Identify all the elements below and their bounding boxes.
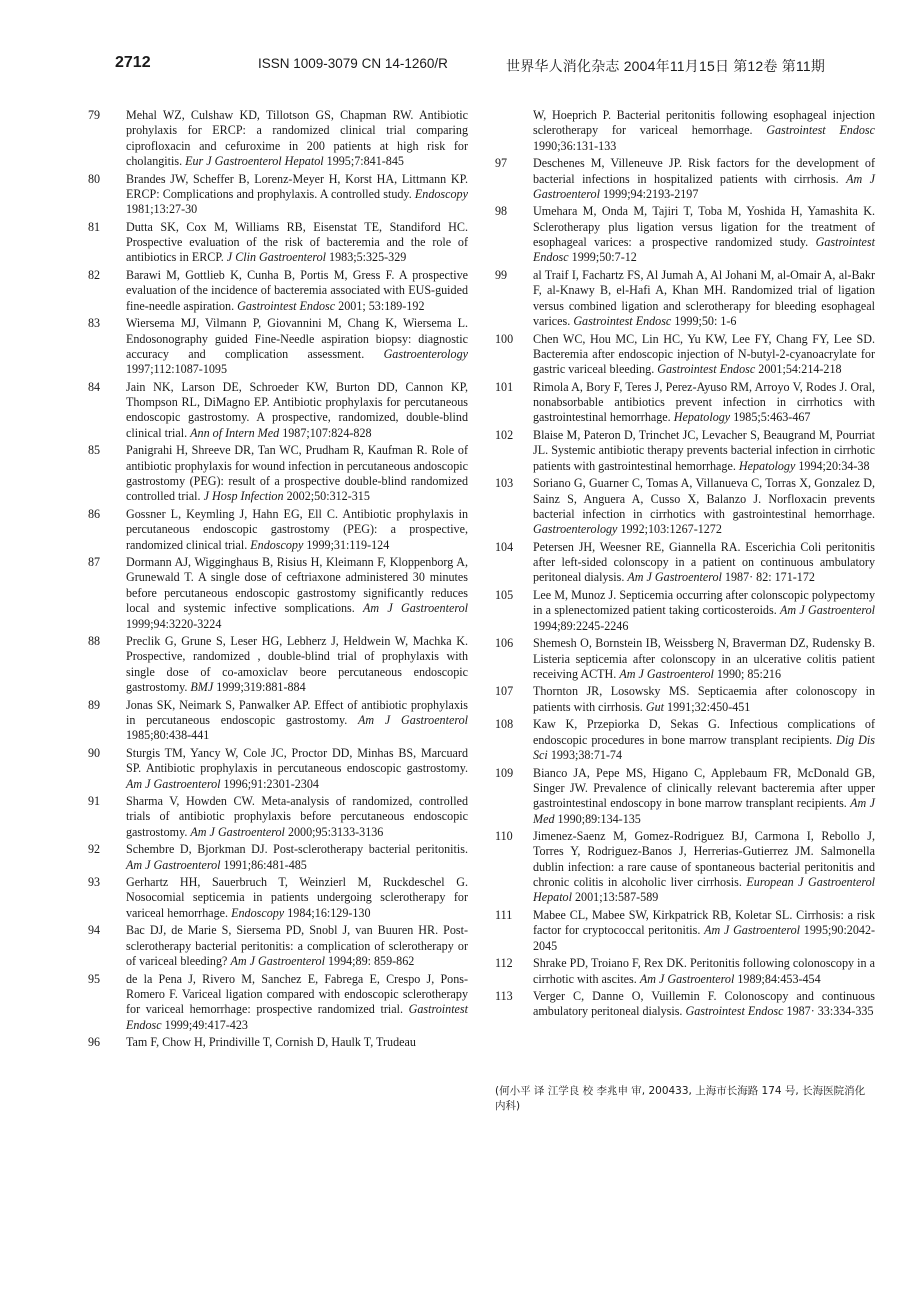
reference-body: Bianco JA, Pepe MS, Higano C, Applebaum FR, McDonald GB, Singer JW. Prevalence of clinically relevant bacteremia after upper gastrointestinal endoscopy in bone marrow transplant recipients.	[533, 765, 875, 811]
reference-body: Verger C, Danne O, Vuillemin F. Colonoscopy and continuous ambulatory peritoneal dialysis.	[533, 989, 875, 1019]
reference-journal: Am J Gastroenterol	[190, 824, 285, 839]
reference-citation: 1999;94:2193-2197	[603, 186, 699, 201]
reference-item	[88, 634, 468, 695]
reference-item	[88, 268, 468, 314]
reference-text	[126, 380, 468, 441]
page-number: 2712	[115, 54, 151, 71]
reference-journal: Am J Gastroenterol	[126, 776, 221, 791]
reference-journal: Gastrointest Endosc	[766, 123, 875, 138]
reference-number: 96	[88, 1035, 101, 1050]
reference-number: 79	[88, 108, 101, 122]
reference-citation: 2001;54:214-218	[758, 362, 842, 377]
reference-text	[533, 332, 875, 378]
reference-body: de la Pena J, Rivero M, Sanchez E, Fabrega E, Crespo J, Pons-Romero F. Variceal ligation compared with endoscopic sclerotherapy for variceal hemorrhage: prospective randomized trial.	[126, 971, 468, 1017]
reference-text	[126, 108, 468, 169]
reference-item	[495, 268, 875, 329]
reference-journal: Am J Gastroenterol	[533, 171, 875, 201]
reference-journal: Am J Med	[533, 796, 875, 826]
reference-body: Thornton JR, Losowsky MS. Septicaemia after colonoscopy in patients with cirrhosis.	[533, 684, 875, 714]
reference-citation: 1999;50:7-12	[571, 250, 637, 265]
reference-item	[495, 332, 875, 378]
reference-journal: Endoscopy	[414, 186, 468, 201]
reference-text	[533, 956, 875, 987]
reference-text	[126, 220, 468, 266]
reference-text	[126, 507, 468, 553]
reference-item	[495, 428, 875, 474]
reference-item	[88, 875, 468, 921]
reference-citation: 1985;80:438-441	[126, 728, 210, 743]
issn-label: ISSN 1009-3079 CN 14-1260/R	[258, 56, 448, 71]
reference-item	[495, 717, 875, 763]
references-right-column	[495, 108, 875, 1022]
reference-body: Wiersema MJ, Vilmann P, Giovannini M, Chang K, Wiersema L. Endosonography guided Fine-Needle aspiration biopsy: diagnostic accuracy and complication assessment.	[126, 316, 468, 361]
reference-body: Sharma V, Howden CW. Meta-analysis of randomized, controlled trials of antibiotic prophylaxis before percutaneous endoscopic gastrostomy.	[126, 794, 468, 839]
journal-title: 世界华人消化杂志 2004年11月15日 第12卷 第11期	[506, 58, 826, 74]
reference-citation: 1994;89: 859-862	[327, 954, 415, 969]
reference-text	[126, 316, 468, 377]
reference-number: 93	[88, 875, 101, 890]
reference-item	[88, 794, 468, 840]
reference-number: 83	[88, 316, 101, 331]
reference-item	[88, 220, 468, 266]
reference-item	[495, 636, 875, 682]
reference-body: Chen WC, Hou MC, Lin HC, Yu KW, Lee FY, Chang FY, Lee SD. Bacteremia after endoscopic injection of N-butyl-2-cyanoacrylate for gastric variceal bleeding.	[533, 331, 875, 377]
reference-citation: 1989;84:453-454	[737, 971, 821, 986]
reference-item	[88, 555, 468, 632]
reference-text	[533, 684, 875, 715]
reference-number: 81	[88, 219, 101, 234]
reference-body: Dormann AJ, Wigginghaus B, Risius H, Kleimann F, Kloppenborg A, Grunewald T. A single dose of ceftriaxone administered 30 minutes before percutaneous endoscopic gastrostomy significantly reduces local and systemic infective somplications.	[126, 555, 468, 616]
reference-item	[495, 684, 875, 715]
reference-text	[533, 636, 875, 682]
reference-citation: 1999;50: 1-6	[674, 314, 737, 329]
reference-citation: 1987· 33:334-335	[786, 1004, 874, 1019]
reference-text	[126, 842, 468, 873]
reference-journal: Hepatology	[673, 410, 731, 425]
reference-item	[495, 588, 875, 634]
reference-journal: Am J Gastroenterol	[126, 857, 221, 872]
reference-journal: Am J Gastroenterol	[627, 570, 722, 585]
reference-number: 99	[495, 268, 508, 282]
reference-journal: Am J Gastroenterol	[230, 954, 325, 969]
reference-citation: 2001;13:587-589	[575, 890, 659, 905]
reference-journal: Am J Gastroenterol	[639, 971, 735, 986]
reference-item	[88, 923, 468, 969]
reference-number: 88	[88, 634, 101, 649]
reference-citation: 2002;50:312-315	[286, 489, 370, 504]
reference-text	[126, 268, 468, 314]
reference-journal: Gastrointest Endosc	[237, 298, 336, 313]
reference-body: Petersen JH, Weesner RE, Giannella RA. Escerichia Coli peritonitis after left-sided colonscopy in a patient on continuous ambulatory peritoneal dialysis.	[533, 539, 875, 585]
reference-number: 97	[495, 156, 508, 171]
reference-journal: Am J Gastroenterol	[619, 666, 714, 681]
reference-journal: Gastrointest Endosc	[126, 1002, 468, 1032]
reference-item	[88, 172, 468, 218]
reference-text	[533, 476, 875, 537]
reference-text	[533, 268, 875, 329]
reference-text	[126, 698, 468, 744]
reference-journal: Gastroenterology	[533, 522, 618, 537]
reference-number: 104	[495, 539, 514, 554]
reference-item	[495, 476, 875, 537]
reference-journal: Gastrointest Endosc	[533, 235, 875, 265]
reference-item	[88, 507, 468, 553]
reference-body: Sturgis TM, Yancy W, Cole JC, Proctor DD, Minhas BS, Marcuard SP. Antibiotic prophylaxis in percutaneous endoscopic gastrostomy.	[126, 745, 468, 776]
reference-number: 103	[495, 476, 514, 491]
reference-number: 89	[88, 697, 101, 712]
reference-body: Soriano G, Guarner C, Tomas A, Villanueva C, Torras X, Gonzalez D, Sainz S, Anguera A, Cusso X, Balanzo J. Norfloxacin prevents bacterial infection in cirrhotics with gastrointestinal hemorrhage.	[533, 476, 875, 521]
reference-citation: 1990;89:134-135	[557, 811, 641, 826]
reference-item	[495, 829, 875, 906]
reference-item	[495, 156, 875, 202]
reference-citation: 1995;7:841-845	[326, 154, 404, 169]
reference-journal: Gut	[645, 699, 665, 714]
reference-journal: Ann of Intern Med	[190, 425, 280, 440]
reference-text	[533, 908, 875, 954]
reference-number: 106	[495, 636, 514, 651]
reference-citation: 1984;16:129-130	[287, 905, 371, 920]
reference-number: 91	[88, 794, 101, 809]
reference-text	[126, 1035, 468, 1050]
reference-item	[88, 972, 468, 1033]
reference-text	[126, 634, 468, 695]
reference-item	[495, 956, 875, 987]
reference-text	[533, 428, 875, 474]
reference-number: 109	[495, 765, 514, 780]
reference-journal: Am J Gastroenterol	[358, 712, 468, 727]
reference-citation: 1994;20:34-38	[798, 458, 870, 473]
reference-citation: 1997;112:1087-1095	[126, 362, 228, 377]
reference-number: 105	[495, 588, 514, 602]
reference-item	[495, 766, 875, 827]
reference-item	[495, 108, 875, 154]
reference-item	[88, 842, 468, 873]
reference-item	[88, 1035, 468, 1050]
reference-body: Rimola A, Bory F, Teres J, Perez-Ayuso RM, Arroyo V, Rodes J. Oral, nonabsorbable antibiotics prevent infection in cirrhotics with gastrointestinal hemorrhage.	[533, 379, 875, 425]
reference-text	[126, 972, 468, 1033]
reference-number: 86	[88, 506, 101, 521]
reference-number: 92	[88, 842, 101, 857]
reference-citation: 1995;90:2042-2045	[533, 923, 876, 953]
reference-number: 112	[495, 956, 513, 971]
reference-item	[495, 204, 875, 265]
reference-body: Brandes JW, Scheffer B, Lorenz-Meyer H, Korst HA, Littmann KP. ERCP: Complications and prophylaxis. A controlled study.	[126, 171, 468, 201]
reference-item	[88, 443, 468, 504]
reference-body: Jonas SK, Neimark S, Panwalker AP. Effect of antibiotic prophylaxis in percutaneous endoscopic gastrostomy.	[126, 697, 468, 727]
reference-citation: 1991;32:450-451	[667, 699, 751, 714]
reference-journal: Am J Gastroenterol	[363, 601, 468, 616]
reference-text	[533, 540, 875, 586]
reference-journal: Gastrointest Endosc	[657, 362, 756, 377]
reference-text	[495, 108, 875, 154]
reference-number: 85	[88, 443, 101, 458]
reference-journal: Gastrointest Endosc	[573, 314, 672, 329]
reference-text	[533, 204, 875, 265]
reference-citation: 1999;31:119-124	[306, 537, 390, 552]
reference-citation: 1987;107:824-828	[282, 425, 372, 440]
reference-citation: 1992;103:1267-1272	[620, 522, 722, 537]
reference-body: Gossner L, Keymling J, Hahn EG, Ell C. Antibiotic prophylaxis in percutaneous endoscopic gastrostomy (PEG): a prospective, randomized clinical trial.	[126, 506, 468, 552]
reference-citation: 1996;91:2301-2304	[223, 776, 319, 791]
reference-journal: Eur J Gastroenterol Hepatol	[185, 154, 324, 169]
reference-body: W, Hoeprich P. Bacterial peritonitis following esophageal injection sclerotherapy for variceal hemorrhage.	[533, 108, 875, 138]
reference-body: Tam F, Chow H, Prindiville T, Cornish D, Haulk T, Trudeau	[126, 1035, 416, 1050]
reference-number: 101	[495, 379, 514, 394]
reference-journal: Gastroenterology	[383, 346, 468, 361]
reference-body: Schembre D, Bjorkman DJ. Post-sclerotherapy bacterial peritonitis.	[126, 842, 468, 857]
translator-footnote: (何小平 译 江学良 校 李兆申 审, 200433, 上海市长海路 174 号, 长海医院消化内科)	[495, 1085, 866, 1112]
reference-body: Gerhartz HH, Sauerbruch T, Weinzierl M, Ruckdeschel G. Nosocomial septicemia in patients undergoing sclerotherapy for variceal hemorrhage.	[126, 875, 468, 920]
reference-body: Lee M, Munoz J. Septicemia occurring after colonscopic polypectomy in a splenectomized patient taking corticosteroids.	[533, 588, 875, 618]
reference-body: Jimenez-Saenz M, Gomez-Rodriguez BJ, Carmona I, Rebollo J, Torres Y, Rodriguez-Banos J, Herrerias-Gutierrez JM. Salmonella dublin infection: a rare cause of spontaneous bacterial peritonitis and chronic colitis in alcoholic liver cirrhosis.	[533, 829, 875, 890]
reference-citation: 1999;319:881-884	[216, 680, 306, 695]
reference-text	[126, 923, 468, 969]
reference-number: 84	[88, 379, 101, 394]
reference-number: 80	[88, 171, 101, 186]
reference-number: 100	[495, 331, 514, 346]
reference-text	[126, 172, 468, 218]
reference-text	[126, 794, 468, 840]
reference-body: Shemesh O, Bornstein IB, Weissberg N, Braverman DZ, Rudensky B. Listeria septicemia after colonscopy in an ulcerative colitis patient receiving ACTH.	[533, 636, 875, 681]
reference-body: Blaise M, Pateron D, Trinchet JC, Levacher S, Beaugrand M, Pourriat JL. Systemic antibiotic therapy prevents bacterial infection in cirrhotic patients with gastrointestinal hemorrhage.	[533, 428, 875, 473]
reference-body: Deschenes M, Villeneuve JP. Risk factors for the development of bacterial infections in hospitalized patients with cirrhosis.	[533, 156, 875, 186]
reference-citation: 1983;5:325-329	[329, 250, 407, 265]
reference-item	[495, 380, 875, 426]
reference-item	[88, 380, 468, 441]
reference-item	[495, 989, 875, 1020]
reference-text	[533, 156, 875, 202]
reference-journal: Dig Dis Sci	[533, 732, 875, 762]
reference-citation: 1999;94:3220-3224	[126, 616, 222, 631]
reference-citation: 1990;36:131-133	[533, 138, 617, 153]
reference-journal: J Clin Gastroenterol	[226, 250, 327, 265]
reference-journal: Hepatology	[738, 458, 796, 473]
reference-citation: 1990; 85:216	[716, 666, 782, 681]
reference-item	[495, 908, 875, 954]
reference-item	[495, 540, 875, 586]
reference-body: Jain NK, Larson DE, Schroeder KW, Burton DD, Cannon KP, Thompson RL, DiMagno EP. Antibiotic prophylaxis for percutaneous endoscopic gastrostomy. A prospective, randomized, double-blind clinical trial.	[126, 379, 468, 440]
reference-text	[126, 555, 468, 632]
reference-citation: 2001; 53:189-192	[338, 298, 425, 313]
reference-text	[533, 380, 875, 426]
reference-text	[126, 746, 468, 792]
reference-item	[88, 746, 468, 792]
reference-body: Umehara M, Onda M, Tajiri T, Toba M, Yoshida H, Yamashita K. Sclerotherapy plus ligation versus ligation for the treatment of esophageal varices: a prospective randomized study.	[533, 204, 875, 250]
reference-number: 82	[88, 268, 101, 282]
reference-body: Mehal WZ, Culshaw KD, Tillotson GS, Chapman RW. Antibiotic prohylaxis for ERCP: a randomized clinical trial comparing ciprofloxacin and cefuroxime in 200 patients at high risk for cholangitis.	[126, 108, 468, 169]
reference-body: Kaw K, Przepiorka D, Sekas G. Infectious complications of endoscopic procedures in bone marrow transplant recipients.	[533, 717, 875, 747]
reference-journal: Endoscopy	[250, 537, 304, 552]
reference-number: 107	[495, 684, 514, 699]
reference-text	[533, 989, 875, 1020]
reference-citation: 2000;95:3133-3136	[287, 824, 384, 839]
reference-journal: Gastrointest Endosc	[685, 1004, 784, 1019]
reference-body: Preclik G, Grune S, Leser HG, Lebherz J, Heldwein W, Machka K. Prospective, randomized , double-blind trial of prophylaxis with single dose of co-amoxiclav beore percutaneous endoscopic gastrostomy.	[126, 634, 468, 695]
reference-text	[533, 588, 875, 634]
reference-journal: BMJ	[190, 680, 214, 695]
reference-item	[88, 316, 468, 377]
reference-number: 87	[88, 555, 101, 570]
reference-item	[88, 698, 468, 744]
reference-item	[88, 108, 468, 169]
reference-citation: 1999;49:417-423	[164, 1017, 248, 1032]
reference-citation: 1993;38:71-74	[550, 748, 623, 762]
reference-body: Barawi M, Gottlieb K, Cunha B, Portis M, Gress F. A prospective evaluation of the incidence of bacteremia associated with EUS-guided fine-needle aspiration.	[126, 268, 468, 313]
reference-journal: Endoscopy	[231, 905, 285, 920]
reference-number: 113	[495, 989, 513, 1004]
reference-journal: Am J Gastroenterol	[780, 603, 875, 618]
reference-body: Mabee CL, Mabee SW, Kirkpatrick RB, Koletar SL. Cirrhosis: a risk factor for cryptococcal peritonitis.	[533, 908, 875, 938]
reference-body: Bac DJ, de Marie S, Siersema PD, Snobl J, van Buuren HR. Post-sclerotherapy bacterial peritonitis: a complication of sclerotherapy or of variceal bleeding?	[126, 923, 468, 969]
reference-number: 102	[495, 428, 514, 442]
reference-text	[533, 829, 875, 906]
reference-body: Dutta SK, Cox M, Williams RB, Eisenstat TE, Standiford HC. Prospective evaluation of the risk of bacteremia and the role of antibiotics in ERCP.	[126, 219, 468, 265]
reference-journal: European J Gastroenterol Hepatol	[533, 875, 875, 905]
reference-citation: 1994;89:2245-2246	[533, 618, 629, 633]
reference-citation: 1991;86:481-485	[223, 857, 307, 872]
references-left-column	[88, 108, 468, 1053]
page-header	[0, 54, 900, 78]
reference-text	[533, 717, 875, 763]
reference-citation: 1981;13:27-30	[126, 202, 198, 217]
reference-journal: J Hosp Infection	[203, 489, 284, 504]
reference-text	[126, 443, 468, 504]
reference-journal: Am J Gastroenterol	[704, 923, 801, 938]
reference-text	[533, 766, 875, 827]
reference-citation: 1985;5:463-467	[733, 410, 811, 425]
reference-number: 90	[88, 745, 101, 760]
reference-number: 94	[88, 923, 101, 938]
reference-body: Shrake PD, Troiano F, Rex DK. Peritonitis following colonoscopy in a cirrhotic with ascites.	[533, 956, 875, 986]
reference-number: 98	[495, 204, 508, 219]
reference-citation: 1987· 82: 171-172	[724, 570, 815, 585]
reference-number: 95	[88, 971, 101, 986]
reference-number: 110	[495, 829, 513, 844]
reference-body: al Traif I, Fachartz FS, Al Jumah A, Al Johani M, al-Omair A, al-Bakr F, al-Knawy B, el-Hafi A, Khan MH. Randomized trial of ligation versus combined ligation and sclerotherapy for bleeding esophageal varices.	[533, 268, 875, 329]
reference-body: Panigrahi H, Shreeve DR, Tan WC, Prudham R, Kaufman R. Role of antibiotic prophylaxis for wound infection in percutaneous andoscopic gastrostomy (PEG): result of a prospective double-blind randomized controlled trial.	[126, 443, 468, 504]
reference-number: 111	[495, 908, 513, 922]
reference-number: 108	[495, 717, 514, 732]
reference-text	[126, 875, 468, 921]
